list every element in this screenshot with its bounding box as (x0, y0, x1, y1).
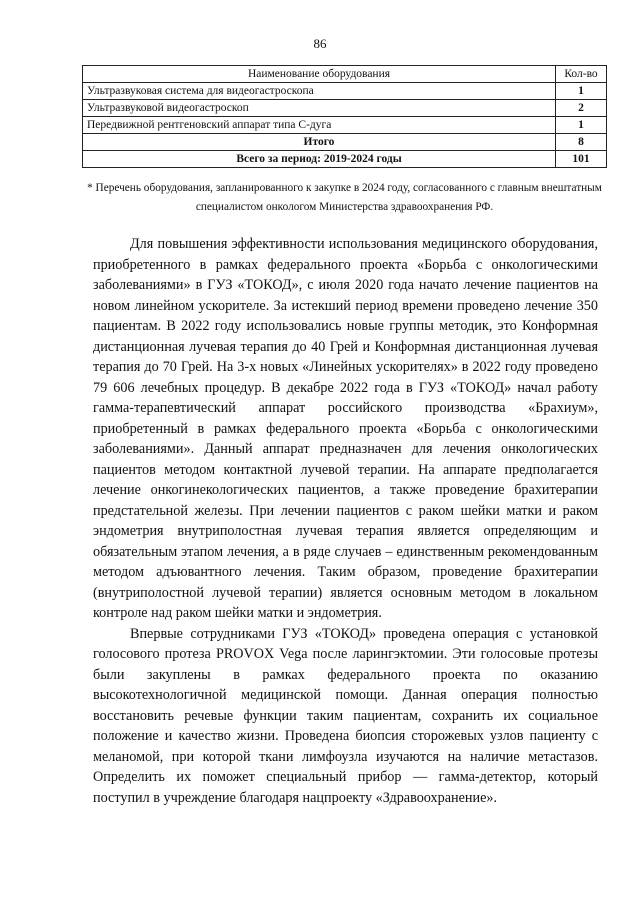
grand-total-label: Всего за период: 2019-2024 годы (83, 151, 556, 168)
table-header-row (83, 66, 607, 83)
body-text (93, 234, 598, 808)
equipment-qty: 1 (556, 83, 607, 100)
equipment-qty: 1 (556, 117, 607, 134)
grand-total-row (83, 151, 607, 168)
equipment-name: Передвижной рентгеновский аппарат типа С-дуга (83, 117, 556, 134)
table-row (83, 117, 607, 134)
equipment-qty: 2 (556, 100, 607, 117)
page-number: 86 (313, 36, 327, 51)
paragraph: Для повышения эффективности использования медицинского оборудования, приобретенного в рамках федерального проекта «Борьба с онкологическими заболеваниями» в ГУЗ «ТОКОД», с июля 2020 года начато лечение пациентов на новом линейном ускорителе. За истекший период времени проведено лечение 350 пациентам. В 2022 году использовались новые группы методик, это Конформная дистанционная лучевая терапия до 40 Грей и Конформная дистанционная лучевая терапия до 70 Грей. На 3-х новых «Линейных ускорителях» в 2022 году проведено 79 606 лечебных процедур. В декабре 2022 года в ГУЗ «ТОКОД» начал работу гамма-терапевтический аппарат российского производства «Брахиум», приобретенный в рамках федерального проекта «Борьба с онкологическими заболеваниями». Данный аппарат предназначен для лечения онкологических пациентов методом контактной лучевой терапии. На аппарате предполагается лечение онкогинекологических пациентов, а также проведение брахитерапии предстательной железы. При лечении пациентов с раком шейки матки и раком эндометрия внутриполостная лучевая терапия является определяющим и обязательным этапом лечения, а в ряде случаев – единственным рекомендованным методом адъювантного лечения. Таким образом, проведение брахитерапии (внутриполостной лучевой терапии) является основным методом в локальном контроле над раком шейки матки и эндометрия. (93, 236, 598, 621)
header-quantity: Кол-во (556, 66, 607, 83)
grand-total-qty: 101 (556, 151, 607, 168)
paragraph: Впервые сотрудниками ГУЗ «ТОКОД» проведена операция с установкой голосового протеза PROVOX Vega после ларингэктомии. Эти голосовые протезы были закуплены в рамках федерального проекта по оказанию высокотехнологичной медицинской помощи. Данная операция полностью восстановить речевые функции таким пациентам, сохранить их социальное положение и качество жизни. Проведена биопсия сторожевых узлов пациенту с меланомой, при которой ткани лимфоузла изучаются на наличие метастазов. Определить их поможет специальный прибор — гамма-детектор, который поступил в учреждение благодаря нацпроекту «Здравоохранение». (93, 625, 598, 806)
total-row (83, 134, 607, 151)
equipment-name: Ультразвуковой видеогастроскоп (83, 100, 556, 117)
equipment-name: Ультразвуковая система для видеогастроскопа (83, 83, 556, 100)
equipment-table (82, 65, 607, 168)
table-row (83, 83, 607, 100)
table-row (83, 100, 607, 117)
total-label: Итого (83, 134, 556, 151)
header-equipment-name: Наименование оборудования (83, 66, 556, 83)
table-footnote: * Перечень оборудования, запланированного к закупке в 2024 году, согласованного с главным внештатным специалистом онкологом Министерства здравоохранения РФ. (87, 182, 602, 213)
total-qty: 8 (556, 134, 607, 151)
